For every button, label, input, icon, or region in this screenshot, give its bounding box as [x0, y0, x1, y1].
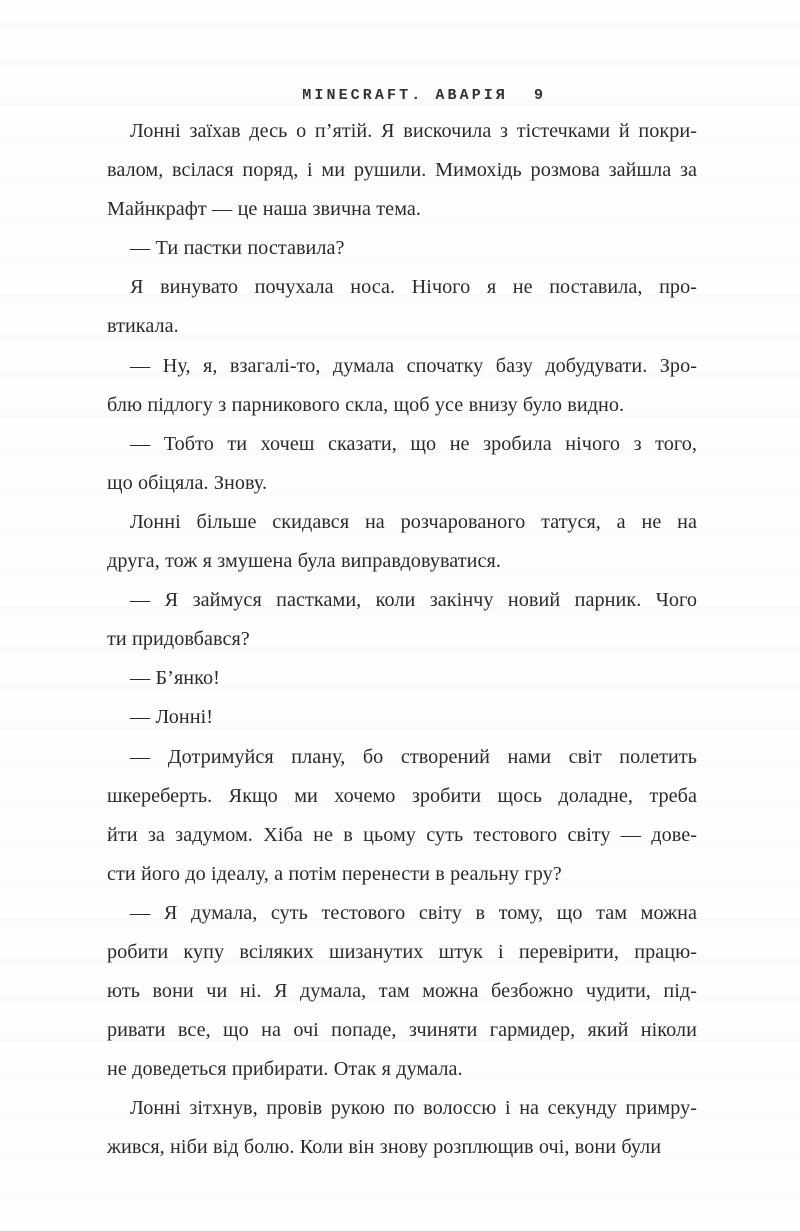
text-line: валом, всілася поряд, і ми рушили. Мимохідь розмова зайшла за [107, 159, 697, 182]
text-line: — Я займуся пастками, коли закінчу новий парник. Чого [130, 589, 697, 612]
body-text-block [107, 112, 697, 1168]
text-line: — Ну, я, взагалі-то, думала спочатку базу добудувати. Зро- [130, 354, 697, 377]
text-line: Майнкрафт — це наша звична тема. [107, 198, 421, 221]
text-line: сти його до ідеалу, а потім перенести в реальну гру? [107, 862, 562, 885]
text-line: блю підлогу з парникового скла, щоб усе внизу було видно. [107, 393, 625, 416]
page-number: 9 [534, 87, 547, 104]
paragraph-dialogue-lonni [107, 698, 697, 737]
paragraph-dialogue-after-greenhouse [107, 581, 697, 659]
text-line: ють вони чи ні. Я думала, там можна безбожно чудити, під- [107, 980, 697, 1003]
text-line: робити купу всіляких шизанутих штук і перевірити, працю- [107, 940, 697, 963]
paragraph-lonni-arrived [107, 112, 697, 229]
text-line: — Б’янко! [130, 667, 220, 690]
text-line: — Лонні! [130, 706, 214, 729]
text-line: що обіцяла. Знову. [107, 471, 268, 494]
text-line: друга, тож я змушена була виправдовуватися. [107, 550, 501, 573]
running-head-title: MINECRAFT. АВАРІЯ [302, 87, 509, 104]
text-line: Я винувато почухала носа. Нічого я не поставила, про- [130, 276, 697, 299]
paragraph-dialogue-stick-to-plan [107, 738, 697, 894]
text-line: не доведеться прибирати. Отак я думала. [107, 1058, 463, 1081]
text-line: — Дотримуйся плану, бо створений нами світ полетить [130, 745, 697, 768]
text-line: Лонні зітхнув, провів рукою по волоссю і на секунду примру- [130, 1097, 697, 1120]
paragraph-dialogue-test-world-meaning [107, 894, 697, 1089]
paragraph-scratched-nose [107, 268, 697, 346]
text-line: шкереберть. Якщо ми хочемо зробити щось доладне, треба [107, 784, 697, 807]
text-line: втикала. [107, 315, 179, 338]
paragraph-dialogue-traps-question [107, 229, 697, 268]
text-line: — Я думала, суть тестового світу в тому, що там можна [130, 901, 697, 924]
paragraph-lonni-sighed [107, 1089, 697, 1167]
text-line: Лонні більше скидався на розчарованого татуся, а не на [130, 510, 697, 533]
text-line: жився, ніби від болю. Коли він знову розплющив очі, вони були [107, 1136, 662, 1159]
text-line: ти придовбався? [107, 628, 250, 651]
text-line: Лонні заїхав десь о п’ятій. Я вискочила з тістечками й покри- [130, 120, 697, 142]
text-line: йти за задумом. Хіба не в цьому суть тестового світу — дове- [107, 823, 697, 846]
paragraph-disappointed-dad [107, 503, 697, 581]
text-line: ривати все, що на очі попаде, зчиняти гармидер, який ніколи [107, 1019, 697, 1042]
text-line: — Тобто ти хочеш сказати, що не зробила нічого з того, [130, 432, 697, 455]
paragraph-dialogue-base-first [107, 347, 697, 425]
paragraph-dialogue-bianko [107, 659, 697, 698]
text-line: — Ти пастки поставила? [130, 237, 345, 260]
paragraph-dialogue-nothing-promised [107, 425, 697, 503]
